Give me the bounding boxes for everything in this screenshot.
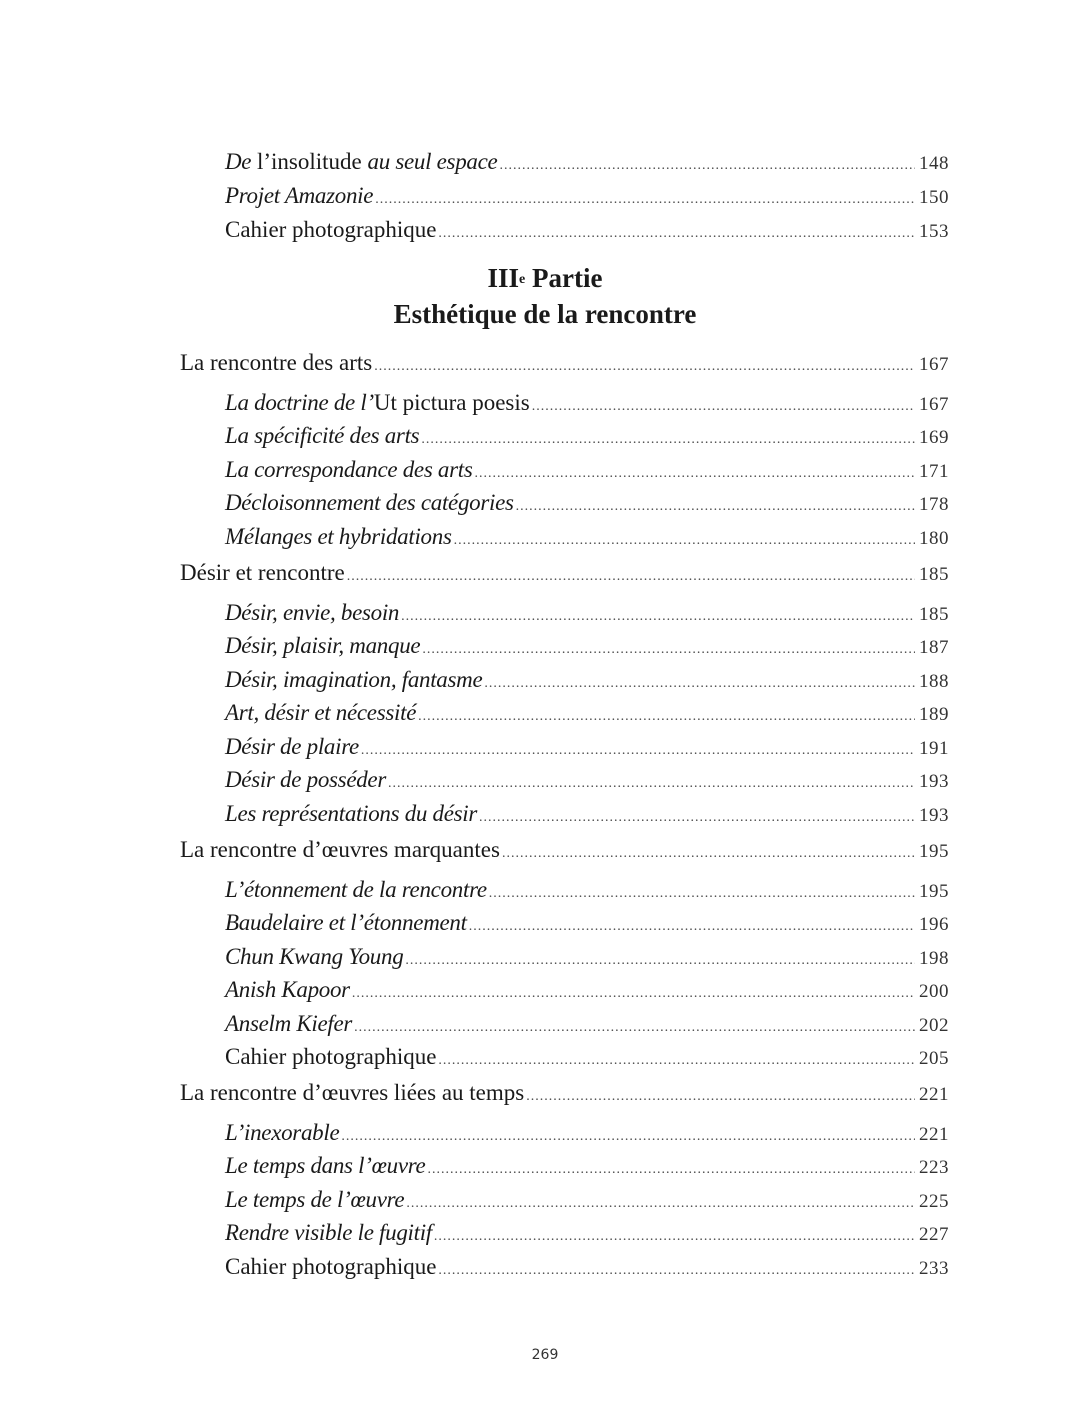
entry-page-number: 150 [919, 187, 949, 208]
entry-page-number: 178 [919, 494, 949, 515]
toc-section-entry [225, 523, 949, 555]
entry-page-number: 169 [919, 427, 949, 448]
entry-page-number: 191 [919, 738, 949, 759]
dot-leader [418, 703, 915, 731]
toc-section-entry [225, 1010, 949, 1042]
entry-title-segment: La doctrine de l’ [225, 390, 374, 415]
entry-page-number: 195 [919, 841, 949, 862]
entry-title [180, 349, 372, 377]
dot-leader [526, 1083, 915, 1111]
entry-title-segment: Cahier photographique [225, 217, 437, 242]
toc-chapter-entry [180, 349, 949, 381]
part-label: Partie [525, 263, 603, 293]
dot-leader [406, 1190, 915, 1218]
toc-section-entry [225, 422, 949, 454]
entry-page-number: 221 [919, 1084, 949, 1105]
entry-page-number: 193 [919, 771, 949, 792]
entry-title-segment: La rencontre d’œuvres marquantes [180, 837, 500, 862]
entry-title [225, 666, 482, 694]
dot-leader [388, 770, 915, 798]
entry-page-number: 221 [919, 1124, 949, 1145]
toc-chapter-entry [180, 1079, 949, 1111]
entry-title-segment: De [225, 149, 252, 174]
entry-title [225, 733, 359, 761]
entry-title-segment: Désir, imagination, fantasme [225, 667, 483, 692]
toc-section-entry [225, 148, 949, 180]
toc-section-entry [225, 976, 949, 1008]
entry-title [225, 148, 497, 176]
toc-section-entry [225, 800, 949, 832]
entry-page-number: 223 [919, 1157, 949, 1178]
page-number: 269 [531, 1347, 559, 1363]
dot-leader [479, 804, 915, 832]
toc-section-entry [225, 1186, 949, 1218]
entry-page-number: 196 [919, 914, 949, 935]
entry-page-number: 167 [919, 394, 949, 415]
entry-title-segment: Désir de posséder [225, 767, 386, 792]
entry-page-number: 188 [919, 671, 949, 692]
dot-leader [422, 636, 915, 664]
toc-section-entry [225, 766, 949, 798]
entry-title-segment: La spécificité des arts [225, 423, 420, 448]
entry-title [225, 182, 373, 210]
entry-title [225, 632, 420, 660]
entry-title-segment: Désir de plaire [225, 734, 359, 759]
toc-section-entry [225, 943, 949, 975]
toc-section-entry [225, 456, 949, 488]
entry-title [225, 876, 487, 904]
dot-leader [438, 1257, 915, 1285]
part-numeral-superscript: e [519, 272, 526, 287]
dot-leader [375, 186, 915, 214]
toc-section-entry [225, 1253, 949, 1285]
entry-title-segment: Chun Kwang Young [225, 944, 404, 969]
toc-chapter-entry [180, 559, 949, 591]
entry-page-number: 200 [919, 981, 949, 1002]
dot-leader [341, 1123, 915, 1151]
toc-section-entry [225, 389, 949, 421]
entry-title-segment: Le temps de l’œuvre [225, 1187, 405, 1212]
dot-leader [352, 980, 915, 1008]
dot-leader [438, 1047, 915, 1075]
toc-section-entry [225, 182, 949, 214]
part-title: Esthétique de la rencontre [393, 299, 697, 329]
toc-section-entry [225, 1119, 949, 1151]
toc-section-entry [225, 1043, 949, 1075]
dot-leader [434, 1223, 915, 1251]
dot-leader [499, 152, 915, 180]
entry-title-segment: L’étonnement de la rencontre [225, 877, 487, 902]
entry-title [225, 943, 403, 971]
entry-title [225, 599, 399, 627]
entry-title-segment: Décloisonnement des catégories [225, 490, 514, 515]
dot-leader [469, 913, 915, 941]
entry-page-number: 185 [919, 564, 949, 585]
entry-title-segment: Cahier photographique [225, 1044, 437, 1069]
entry-title [225, 456, 473, 484]
toc-section-entry [225, 489, 949, 521]
entry-page-number: 148 [919, 153, 949, 174]
toc-section-entry [225, 666, 949, 698]
entry-title-segment: La correspondance des arts [225, 457, 473, 482]
entry-page-number: 167 [919, 354, 949, 375]
dot-leader [405, 947, 915, 975]
dot-leader [454, 527, 915, 555]
dot-leader [516, 493, 915, 521]
entry-page-number: 171 [919, 461, 949, 482]
entry-title-segment: Baudelaire et l’étonnement [225, 910, 467, 935]
entry-page-number: 180 [919, 528, 949, 549]
entry-title-segment: Anselm Kiefer [225, 1011, 353, 1036]
entry-title [225, 389, 530, 417]
entry-page-number: 202 [919, 1015, 949, 1036]
part-numeral: III [487, 263, 520, 293]
entry-title-segment: La rencontre des arts [180, 350, 373, 375]
entry-title-segment: l’insolitude [251, 149, 368, 174]
entry-page-number: 195 [919, 881, 949, 902]
toc-section-entry [225, 1219, 949, 1251]
dot-leader [401, 603, 915, 631]
toc-section-entry [225, 876, 949, 908]
entry-title [225, 766, 386, 794]
entry-title-segment: Art, désir et nécessité [225, 700, 417, 725]
entry-title [225, 800, 477, 828]
entry-title-segment: Désir, plaisir, manque [225, 633, 421, 658]
entry-title-segment: Rendre visible le fugitif [225, 1220, 432, 1245]
entry-page-number: 153 [919, 221, 949, 242]
entry-page-number: 187 [919, 637, 949, 658]
entry-title [225, 699, 416, 727]
dot-leader [347, 563, 915, 591]
toc-section-entry [225, 216, 949, 248]
entry-title [225, 1010, 352, 1038]
entry-page-number: 193 [919, 805, 949, 826]
toc-section-entry [225, 733, 949, 765]
entry-title [180, 836, 500, 864]
toc-section-entry [225, 632, 949, 664]
entry-title-segment: Projet Amazonie [225, 183, 374, 208]
toc-section-entry [225, 599, 949, 631]
dot-leader [438, 220, 915, 248]
entry-title-segment: Ut pictura poesis [373, 390, 530, 415]
entry-title [180, 1079, 524, 1107]
entry-title [225, 489, 514, 517]
entry-title [225, 1253, 436, 1281]
entry-title [225, 422, 419, 450]
dot-leader [374, 353, 915, 381]
entry-title-segment: La rencontre d’œuvres liées au temps [180, 1080, 525, 1105]
entry-page-number: 233 [919, 1258, 949, 1279]
dot-leader [532, 393, 915, 421]
dot-leader [421, 426, 915, 454]
toc-section-entry [225, 699, 949, 731]
entry-title-segment: Cahier photographique [225, 1254, 437, 1279]
dot-leader [427, 1156, 915, 1184]
toc-section-entry [225, 1152, 949, 1184]
dot-leader [489, 880, 915, 908]
entry-page-number: 225 [919, 1191, 949, 1212]
dot-leader [354, 1014, 915, 1042]
entry-title [225, 1119, 339, 1147]
entry-title [225, 523, 452, 551]
entry-title [180, 559, 345, 587]
entry-title-segment: Désir, envie, besoin [225, 600, 400, 625]
dot-leader [502, 840, 915, 868]
entry-page-number: 205 [919, 1048, 949, 1069]
entry-title-segment: Les représentations du désir [225, 801, 478, 826]
toc-chapter-entry [180, 836, 949, 868]
entry-title-segment: Mélanges et hybridations [225, 524, 452, 549]
dot-leader [475, 460, 915, 488]
entry-title [225, 1152, 425, 1180]
entry-title [225, 1186, 404, 1214]
part-heading [0, 261, 1090, 295]
entry-title [225, 1043, 436, 1071]
entry-title [225, 976, 350, 1004]
entry-page-number: 185 [919, 604, 949, 625]
entry-title-segment: Désir et rencontre [180, 560, 345, 585]
entry-title-segment: Le temps dans l’œuvre [225, 1153, 426, 1178]
entry-title [225, 909, 467, 937]
dot-leader [484, 670, 915, 698]
entry-title-segment: Anish Kapoor [225, 977, 350, 1002]
toc-section-entry [225, 909, 949, 941]
entry-title-segment: L’inexorable [225, 1120, 340, 1145]
entry-page-number: 227 [919, 1224, 949, 1245]
entry-title [225, 1219, 432, 1247]
dot-leader [361, 737, 915, 765]
entry-page-number: 189 [919, 704, 949, 725]
entry-title [225, 216, 436, 244]
entry-title-segment: au seul espace [367, 149, 498, 174]
entry-page-number: 198 [919, 948, 949, 969]
